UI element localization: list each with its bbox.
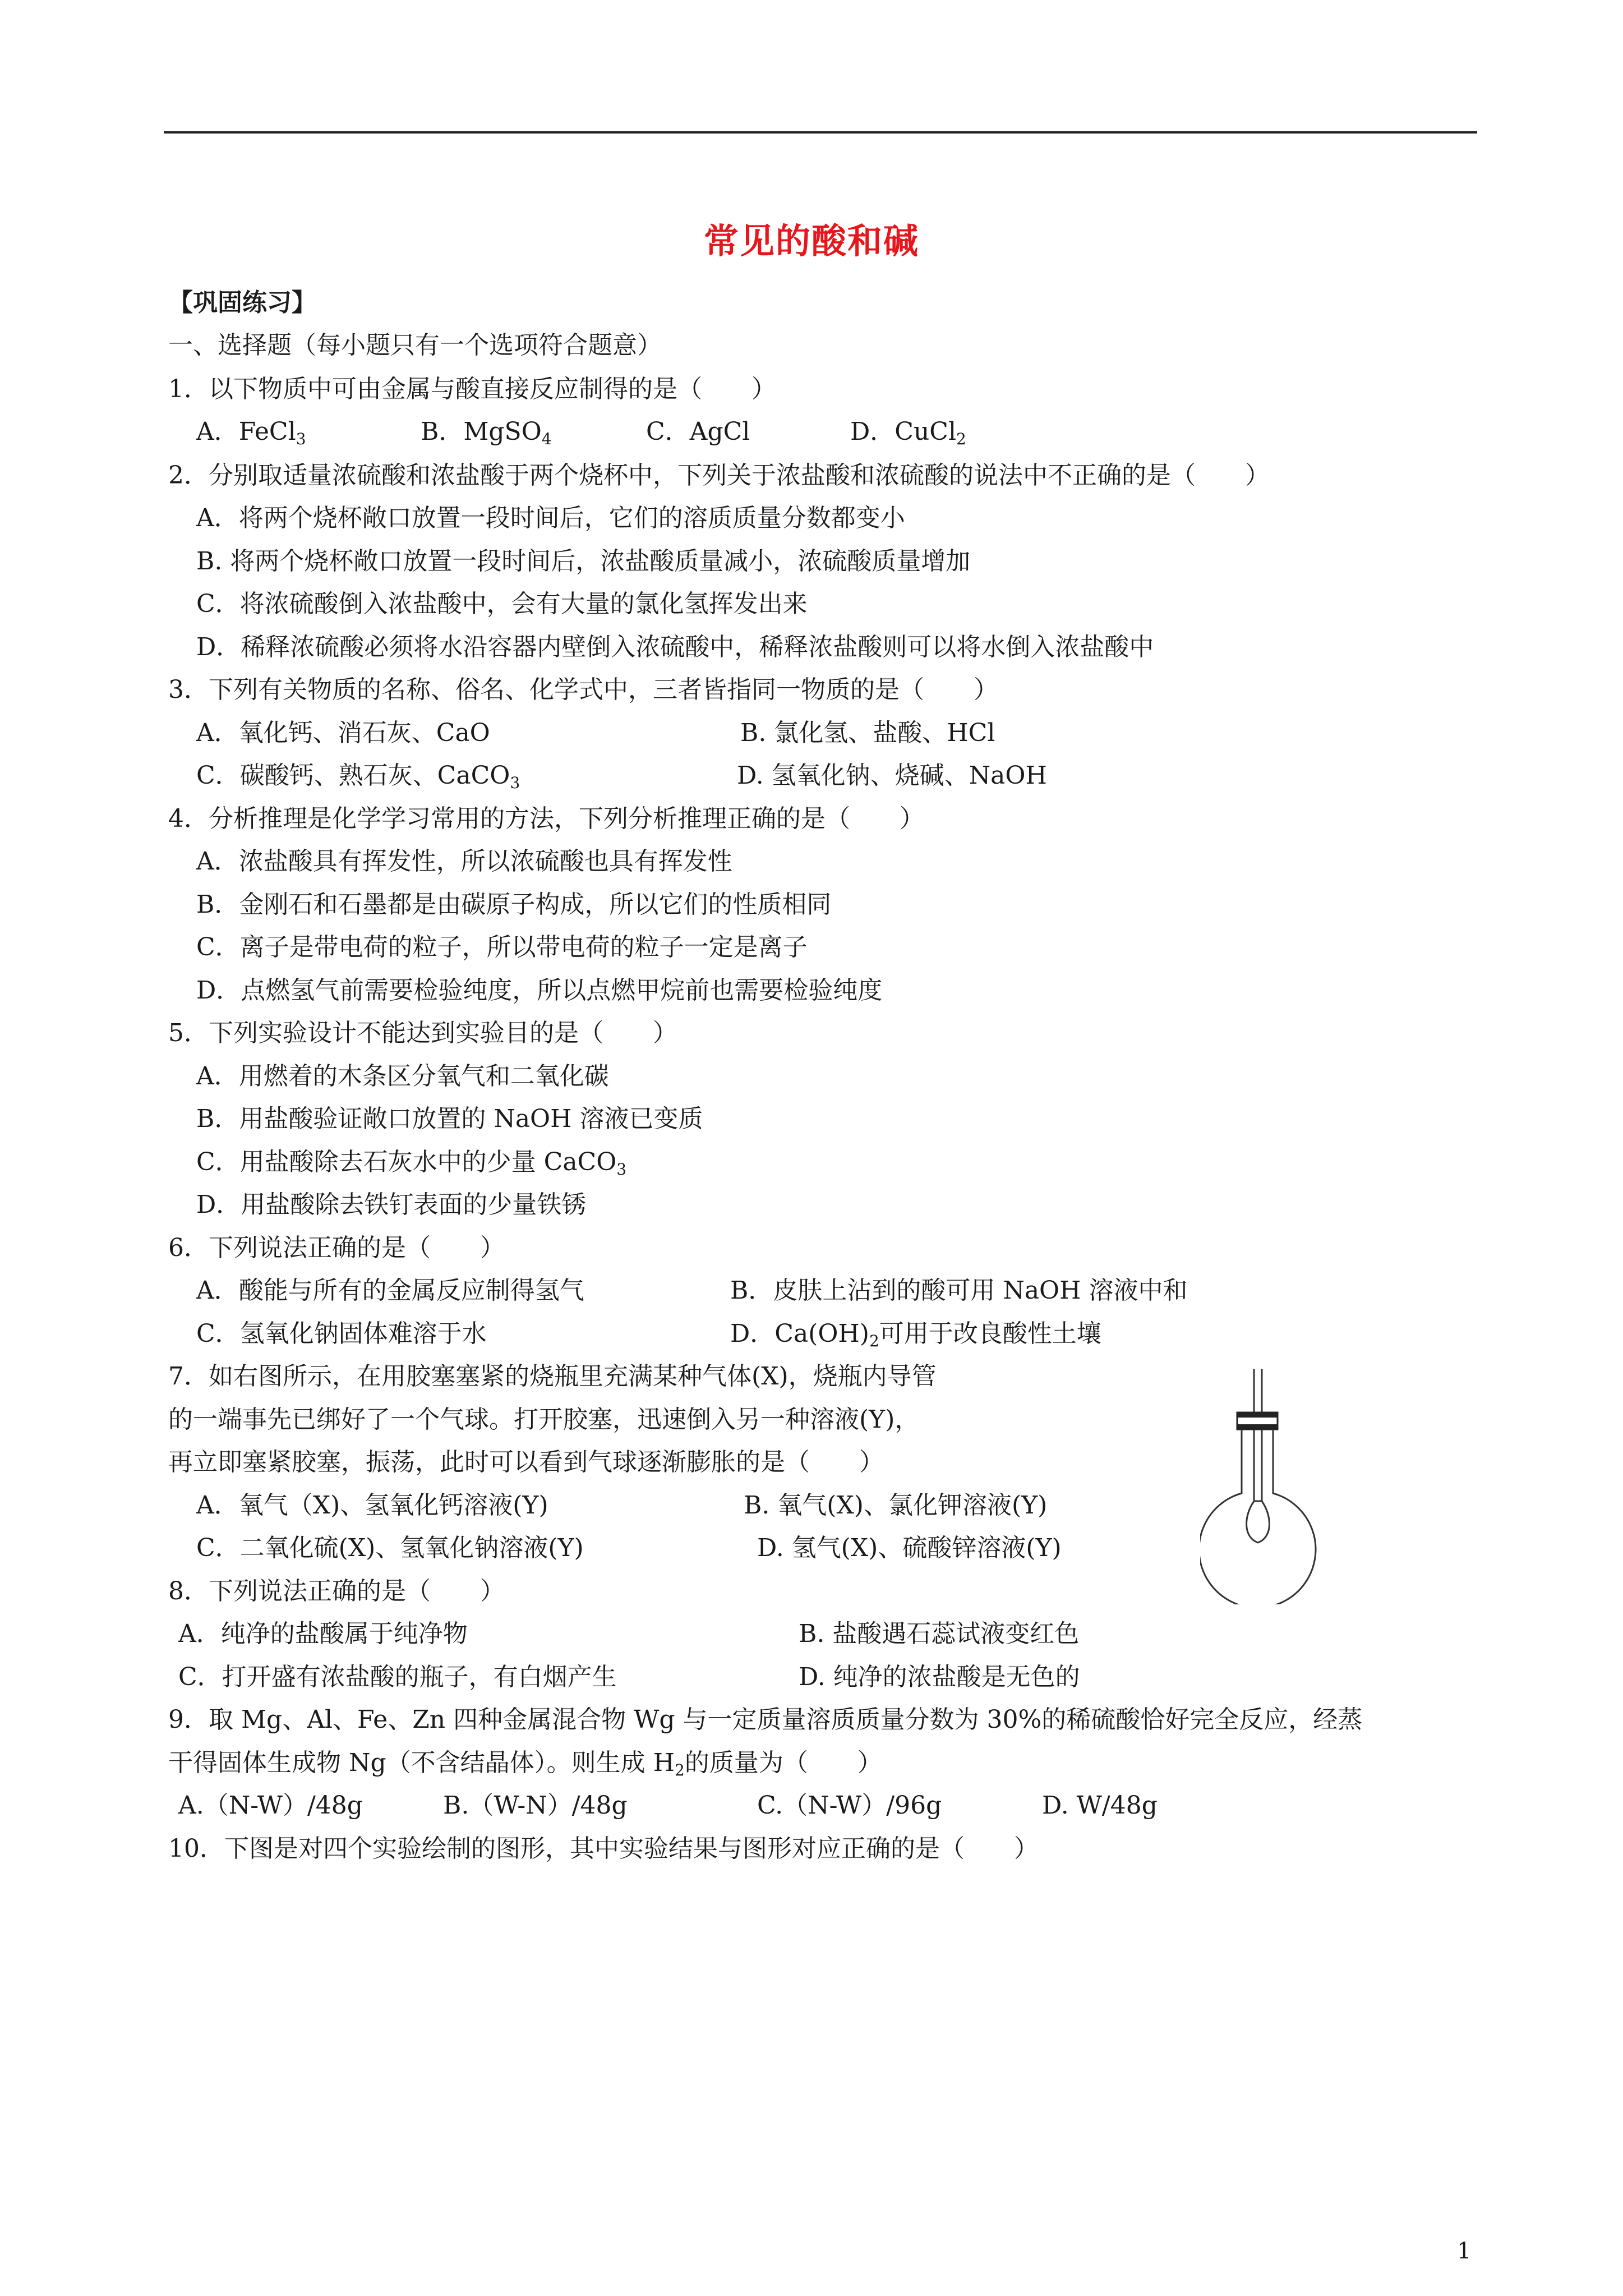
question-4-option-b: B．金刚石和石墨都是由碳原子构成，所以它们的性质相同	[196, 890, 832, 919]
question-3-option-c: C．碳酸钙、熟石灰、CaCO$_3$	[196, 761, 520, 792]
section-header: 【巩固练习】	[168, 288, 316, 317]
question-9-stem-line-1: 9．取 Mg、Al、Fe、Zn 四种金属混合物 Wg 与一定质量溶质质量分数为 30%的稀硫酸恰好完全反应，经蒸	[168, 1705, 1363, 1734]
question-2-option-a: A．将两个烧杯敞口放置一段时间后，它们的溶质质量分数都变小	[196, 504, 905, 532]
question-6-option-d: D．$Ca(OH)_2$可用于改良酸性土壤	[730, 1319, 1101, 1350]
question-8-stem: 8．下列说法正确的是（ ）	[168, 1577, 505, 1605]
question-8-option-c: C．打开盛有浓盐酸的瓶子，有白烟产生	[178, 1663, 617, 1691]
question-7-option-b: B. 氧气(X)、氯化钾溶液(Y)	[744, 1491, 1048, 1520]
page-number: 1	[1457, 2238, 1472, 2264]
question-9-stem-line-2: 干得固体生成物 Ng（不含结晶体）。则生成 $H_2$的质量为（ ）	[168, 1749, 882, 1779]
question-1-stem: 1．以下物质中可由金属与酸直接反应制得的是（ ）	[168, 375, 776, 403]
question-6-option-a: A．酸能与所有的金属反应制得氢气	[196, 1276, 584, 1305]
question-7-option-d: D. 氢气(X)、硫酸锌溶液(Y)	[757, 1534, 1062, 1562]
question-7-stem-line-3: 再立即塞紧胶塞，振荡，此时可以看到气球逐渐膨胀的是（ ）	[168, 1448, 884, 1476]
question-4-option-d: D．点燃氢气前需要检验纯度，所以点燃甲烷前也需要检验纯度	[196, 976, 883, 1005]
question-9-option-b: B.（W-N）/48g	[443, 1791, 628, 1820]
question-10-stem: 10．下图是对四个实验绘制的图形，其中实验结果与图形对应正确的是（ ）	[168, 1834, 1039, 1863]
question-9-option-c: C.（N-W）/96g	[757, 1791, 942, 1820]
question-3-stem: 3．下列有关物质的名称、俗名、化学式中，三者皆指同一物质的是（ ）	[168, 675, 998, 704]
question-8-option-a: A．纯净的盐酸属于纯净物	[178, 1619, 468, 1648]
question-4-option-a: A．浓盐酸具有挥发性，所以浓硫酸也具有挥发性	[196, 847, 732, 876]
question-4-option-c: C．离子是带电荷的粒子，所以带电荷的粒子一定是离子	[196, 933, 808, 961]
page-title: 常见的酸和碱	[703, 220, 919, 261]
question-4-stem: 4．分析推理是化学学习常用的方法，下列分析推理正确的是（ ）	[168, 804, 924, 833]
question-3-option-a: A．氧化钙、消石灰、CaO	[196, 719, 490, 747]
question-7-stem-line-1: 7．如右图所示，在用胶塞塞紧的烧瓶里充满某种气体(X)，烧瓶内导管	[168, 1362, 937, 1391]
question-7-option-c: C．二氧化硫(X)、氢氧化钠溶液(Y)	[196, 1534, 584, 1562]
question-7-stem-line-2: 的一端事先已绑好了一个气球。打开胶塞，迅速倒入另一种溶液(Y)，	[168, 1405, 920, 1434]
question-5-stem: 5．下列实验设计不能达到实验目的是（ ）	[168, 1019, 677, 1047]
question-9-option-d: D. W/48g	[1042, 1791, 1158, 1820]
question-5-option-a: A．用燃着的木条区分氧气和二氧化碳	[196, 1062, 609, 1091]
question-6-option-c: C．氢氧化钠固体难溶于水	[196, 1319, 487, 1348]
question-6-stem: 6．下列说法正确的是（ ）	[168, 1234, 505, 1262]
question-1-option-d: D．CuCl$_2$	[850, 417, 966, 448]
question-2-stem: 2．分别取适量浓硫酸和浓盐酸于两个烧杯中，下列关于浓盐酸和浓硫酸的说法中不正确的是（ ）	[168, 461, 1270, 490]
question-6-option-b: B．皮肤上沾到的酸可用 NaOH 溶液中和	[730, 1276, 1188, 1305]
question-2-option-b: B. 将两个烧杯敞口放置一段时间后，浓盐酸质量减小，浓硫酸质量增加	[196, 547, 971, 576]
question-7-option-a: A．氧气（X)、氢氧化钙溶液(Y)	[196, 1491, 548, 1520]
question-9-option-a: A.（N-W）/48g	[178, 1791, 363, 1820]
question-1-option-a: A．FeCl$_3$	[196, 417, 306, 448]
question-3-option-d: D. 氢氧化钠、烧碱、NaOH	[737, 761, 1047, 790]
question-8-option-b: B. 盐酸遇石蕊试液变红色	[799, 1619, 1080, 1648]
question-2-option-d: D．稀释浓硫酸必须将水沿容器内壁倒入浓硫酸中，稀释浓盐酸则可以将水倒入浓盐酸中	[196, 633, 1154, 661]
question-3-option-b: B. 氯化氢、盐酸、HCl	[740, 719, 995, 747]
section-title: 一、选择题（每小题只有一个选项符合题意）	[168, 331, 662, 360]
question-1-option-b: B．MgSO$_4$	[421, 417, 552, 448]
question-5-option-c: C．用盐酸除去石灰水中的少量 CaCO$_3$	[196, 1148, 627, 1179]
flask-balloon-diagram	[1200, 1369, 1368, 1604]
question-5-option-b: B．用盐酸验证敞口放置的 NaOH 溶液已变质	[196, 1105, 703, 1133]
question-1-option-c: C．AgCl	[646, 417, 750, 446]
question-5-option-d: D．用盐酸除去铁钉表面的少量铁锈	[196, 1190, 587, 1219]
question-2-option-c: C．将浓硫酸倒入浓盐酸中，会有大量的氯化氢挥发出来	[196, 590, 808, 618]
header-rule	[164, 131, 1477, 134]
question-8-option-d: D. 纯净的浓盐酸是无色的	[799, 1663, 1080, 1691]
